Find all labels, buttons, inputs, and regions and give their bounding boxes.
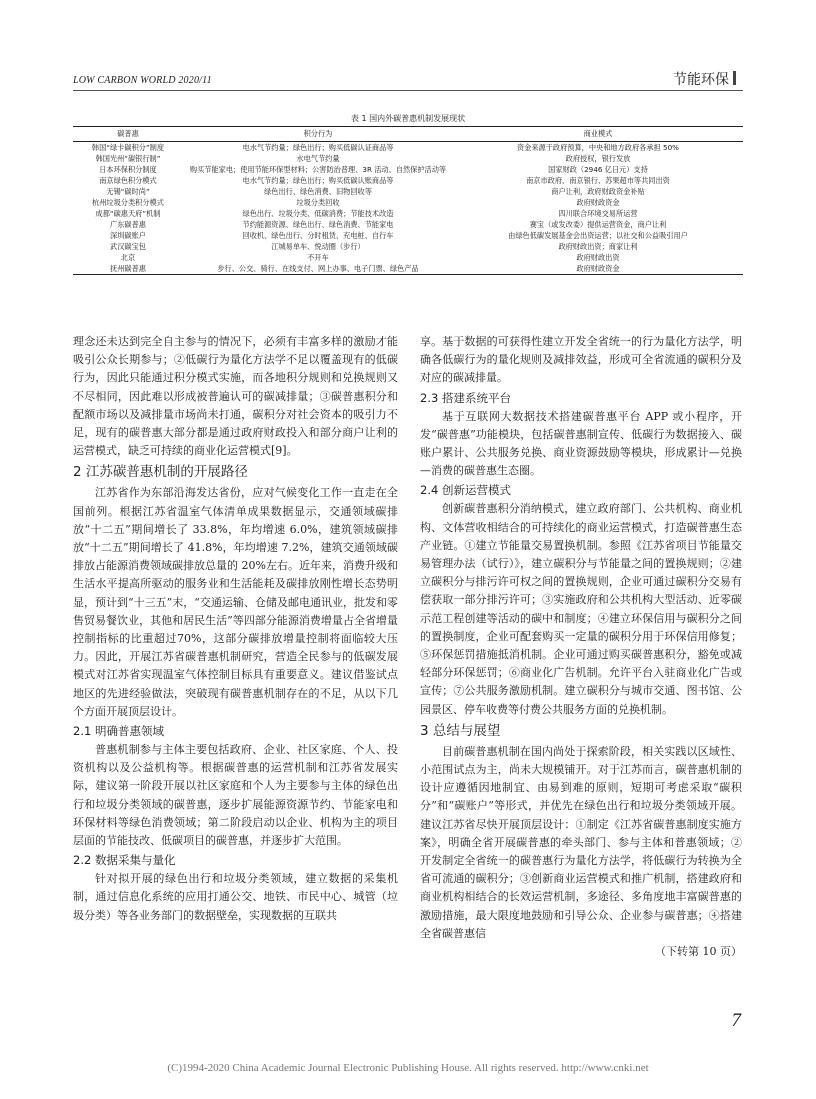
table-cell: 四川联合环境交易所运营 bbox=[558, 209, 638, 218]
table-cell: 武汉碳宝包 bbox=[110, 242, 146, 251]
subsection-heading: 2.3 搭建系统平台 bbox=[420, 390, 511, 405]
right-column bbox=[420, 333, 742, 961]
status-table bbox=[73, 126, 743, 275]
body-paragraph: 普惠机制参与主体主要包括政府、企业、社区家庭、个人、投资机构以及公益机构等。根据碳普惠的运营机制和江苏省发展实际，建议第一阶段开展以社区家庭和个人为主要参与主体的绿色出行和垃圾分类领域的碳普惠，逐步扩展能源资源节约、节能家电和环保材料等绿色消费领域；第二阶段启动以企业、机构为主的项目层面的节能技改、低碳项目的碳普惠，并逐步扩大范围。 bbox=[73, 743, 398, 848]
table-row bbox=[73, 263, 743, 275]
section-heading: 3 总结与展望 bbox=[420, 722, 501, 739]
table-row bbox=[73, 252, 743, 263]
table-cell: 政府授权，银行发放 bbox=[565, 154, 631, 163]
table-row bbox=[73, 241, 743, 252]
table-cell: 江城易单车、悦动圈（步行） bbox=[271, 242, 365, 251]
left-column bbox=[73, 333, 398, 925]
table-cell: 由绿色低碳发展基金会出资运营；以社交和公益吸引用户 bbox=[508, 231, 688, 240]
table-cell: 国家财政（2946 亿日元）支持 bbox=[548, 165, 648, 174]
subsection-heading: 2.4 创新运营模式 bbox=[420, 483, 511, 498]
table-header-cell: 积分行为 bbox=[183, 127, 453, 142]
table-cell: 电水气节约量；绿色出行；购买低碳认账商品等 bbox=[242, 176, 394, 185]
table-cell: 节约能源资源、绿色出行、绿色消费、节能家电 bbox=[242, 220, 394, 229]
table-cell: 广东碳普惠 bbox=[110, 220, 146, 229]
table-cell: 北京 bbox=[120, 253, 136, 262]
header-bar bbox=[733, 71, 736, 85]
table-row bbox=[73, 186, 743, 197]
body-paragraph: 理念还未达到完全自主参与的情况下，必须有丰富多样的激励才能吸引公众长期参与；②低碳行为量化方法学不足以覆盖现有的低碳行为，因此只能通过积分模式实施，而各地积分规则和兑换规则又不尽相同，因此难以形成被普遍认可的碳减排量；③碳普惠积分和配额市场以及减排量市场尚未打通，碳积分对社会资本的吸引力不足，现有的碳普惠大部分都是通过政府财政投入和部分商户让利的运营模式，缺乏可持续的商业化运营模式[9]。 bbox=[73, 335, 398, 458]
table-cell: 电水气节约量；绿色出行；购买低碳认证商品等 bbox=[242, 143, 394, 152]
header-rule bbox=[73, 90, 743, 91]
table-caption: 表 1 国内外碳普惠机制发展现状 bbox=[350, 114, 466, 123]
running-header-journal: LOW CARBON WORLD 2020/11 bbox=[73, 75, 212, 86]
table-cell: 绿色出行、绿色消费、旧物回收等 bbox=[264, 187, 372, 196]
table-header-cell: 碳普惠 bbox=[73, 127, 183, 142]
body-paragraph: 目前碳普惠机制在国内尚处于探索阶段，相关实践以区域性、小范围试点为主，尚未大规模铺开。对于江苏而言，碳普惠机制的设计应遵循因地制宜、由易到难的原则，短期可考虑采取“碳积分”和“碳账户”等形式，并优先在绿色出行和垃圾分类领域开展。建议江苏省尽快开展顶层设计：①制定《江苏省碳普惠制度实施方案》，明确全省开展碳普惠的牵头部门、参与主体和普惠领域；②开发制定全省统一的碳普惠行为量化方法学，将低碳行为转换为全省可流通的碳积分；③创新商业运营模式和推广机制，搭建政府和商业机构相结合的长效运营机制，多途径、多角度地丰富碳普惠的激励措施，最大限度地鼓励和引导公众、企业参与碳普惠；④搭建全省碳普惠信 bbox=[420, 744, 742, 940]
table-cell: 南京绿色积分模式 bbox=[99, 176, 157, 185]
body-paragraph: 江苏省作为东部沿海发达省份，应对气候变化工作一直走在全国前列。根据江苏省温室气体清单成果数据显示，交通领域碳排放“十二五”期间增长了 33.8%，年均增速 6.0%，建筑领域碳排放“十二五”期间增长了 41.8%，年均增速 7.2%，建筑交通领域碳排放占能源消费领域碳排放总量的 20%左右。近年来，消费升级和生活水平提高所驱动的服务业和生活能耗及碳排放刚性增长态势明显，预计到“十三五”末，“交通运输、仓储及邮电通讯业，批发和零售贸易餐饮业，其他和居民生活”等四部分能源消费增量占全省增量控制指标的比重超过70%，这部分碳排放增量控制将面临较大压力。因此，开展江苏省碳普惠机制研究，营造全民参与的低碳发展模式对江苏省实现温室气体控制目标具有重要意义。建议借鉴试点地区的先进经验做法，突破现有碳普惠机制存在的不足，从以下几个方面开展顶层设计。 bbox=[73, 486, 398, 718]
table-cell: 无锡“碳时尚” bbox=[106, 187, 150, 196]
table-cell: 购买节能家电；使用节能环保型材料；公害防治普理、3R 活动、自然保护活动等 bbox=[189, 165, 447, 174]
copyright-footer: (C)1994-2020 China Academic Journal Electronic Publishing House. All rights reserved. http://www.cnki.net bbox=[167, 1062, 649, 1074]
table-cell: 政府财政出资 bbox=[576, 253, 620, 262]
table-cell: 政府财政资金 bbox=[453, 263, 743, 275]
table-cell: 深圳碳账户 bbox=[110, 231, 146, 240]
table-header-cell: 商业模式 bbox=[453, 127, 743, 142]
table-row bbox=[73, 208, 743, 219]
table-cell: 水电气节约量 bbox=[296, 154, 340, 163]
table-cell: 韩国光州“碳银行制” bbox=[95, 154, 161, 163]
table-row bbox=[73, 142, 743, 154]
table-cell: 资金来源于政府预算，中央和地方政府各承担 50% bbox=[516, 143, 679, 152]
table-cell: 韩国“绿卡碳积分”制度 bbox=[91, 143, 165, 152]
body-paragraph: 基于互联网大数据技术搭建碳普惠平台 APP 或小程序，开发“碳普惠”功能模块，包括碳普惠制宣传、低碳行为数据接入、碳账户累计、公共服务兑换、商业资源鼓励等模块，形成累计—兑换—消费的碳普惠生态圈。 bbox=[420, 409, 742, 478]
table-cell: 商户让利，政府财政资金补贴 bbox=[551, 187, 645, 196]
table-cell: 垃圾分类回收 bbox=[296, 198, 340, 207]
table-row bbox=[73, 175, 743, 186]
body-paragraph: 创新碳普惠积分消纳模式，建立政府部门、公共机构、商业机构、文体营收相结合的可持续化的商业运营模式，打造碳普惠生态产业链。①建立节能量交易置换机制。参照《江苏省项目节能量交易管理办法（试行）》，建立碳积分与节能量之间的置换规则；②建立碳积分与排污许可权之间的置换规则，企业可通过碳积分交易有偿获取一部分排污许可；③实施政府和公共机构大型活动、近零碳示范工程创建等活动的碳中和制度；④建立环保信用与碳积分之间的置换制度，企业可配套购买一定量的碳积分用于环保信用修复；⑤环保惩罚措施抵消机制。企业可通过购买碳普惠积分，豁免或减轻部分环保惩罚；⑥商业化广告机制。允许平台入驻商业化广告或宣传；⑦公共服务激励机制。建立碳积分与城市交通、图书馆、公园景区、停车收费等付费公共服务方面的兑换机制。 bbox=[420, 502, 742, 716]
body-paragraph: 针对拟开展的绿色出行和垃圾分类领域，建立数据的采集机制，通过信息化系统的应用打通公交、地铁、市民中心、城管（垃圾分类）等各业务部门的数据壁垒，实现数据的互联共 bbox=[73, 872, 398, 922]
table-row bbox=[73, 197, 743, 208]
table-cell: 回收机、绿色出行、分时租赁、充电桩、自行车 bbox=[242, 231, 394, 240]
table-cell: 政府财政出资；商家让利 bbox=[558, 242, 638, 251]
table-row bbox=[73, 153, 743, 164]
subsection-heading: 2.1 明确普惠领域 bbox=[73, 724, 164, 739]
running-header-section: 节能环保 bbox=[673, 72, 729, 88]
body-paragraph: 享。基于数据的可获得性建立开发全省统一的行为量化方法学，明确各低碳行为的量化规则及减排效益，形成可全省流通的碳积分及对应的碳减排量。 bbox=[420, 335, 742, 385]
table-cell: 政府财政资金 bbox=[576, 198, 620, 207]
table-cell: 赛宝（或发改委）提供运营资金，商户让利 bbox=[529, 220, 667, 229]
subsection-heading: 2.2 数据采集与量化 bbox=[73, 853, 176, 868]
page-number: 7 bbox=[731, 1010, 741, 1031]
section-heading: 2 江苏碳普惠机制的开展路径 bbox=[73, 464, 248, 481]
table-cell: 不开车 bbox=[307, 253, 329, 262]
table-cell: 杭州垃圾分类积分模式 bbox=[92, 198, 164, 207]
table-cell: 步行、公交、骑行、在线支付、网上办事、电子门票、绿色产品 bbox=[183, 263, 453, 275]
table-row bbox=[73, 219, 743, 230]
table-cell: 绿色出行、垃圾分类、低碳消费；节能技术改造 bbox=[242, 209, 394, 218]
continuation-note: （下转第 10 页） bbox=[655, 945, 742, 959]
table-row bbox=[73, 164, 743, 175]
table-cell: 成都“碳惠天府”机制 bbox=[95, 209, 161, 218]
table-cell: 南京市政府、南京银行、苏果超市等共同出资 bbox=[526, 176, 670, 185]
table-cell: 日本环保积分制度 bbox=[99, 165, 157, 174]
table-cell: 抚州碳普惠 bbox=[73, 263, 183, 275]
table-row bbox=[73, 230, 743, 241]
